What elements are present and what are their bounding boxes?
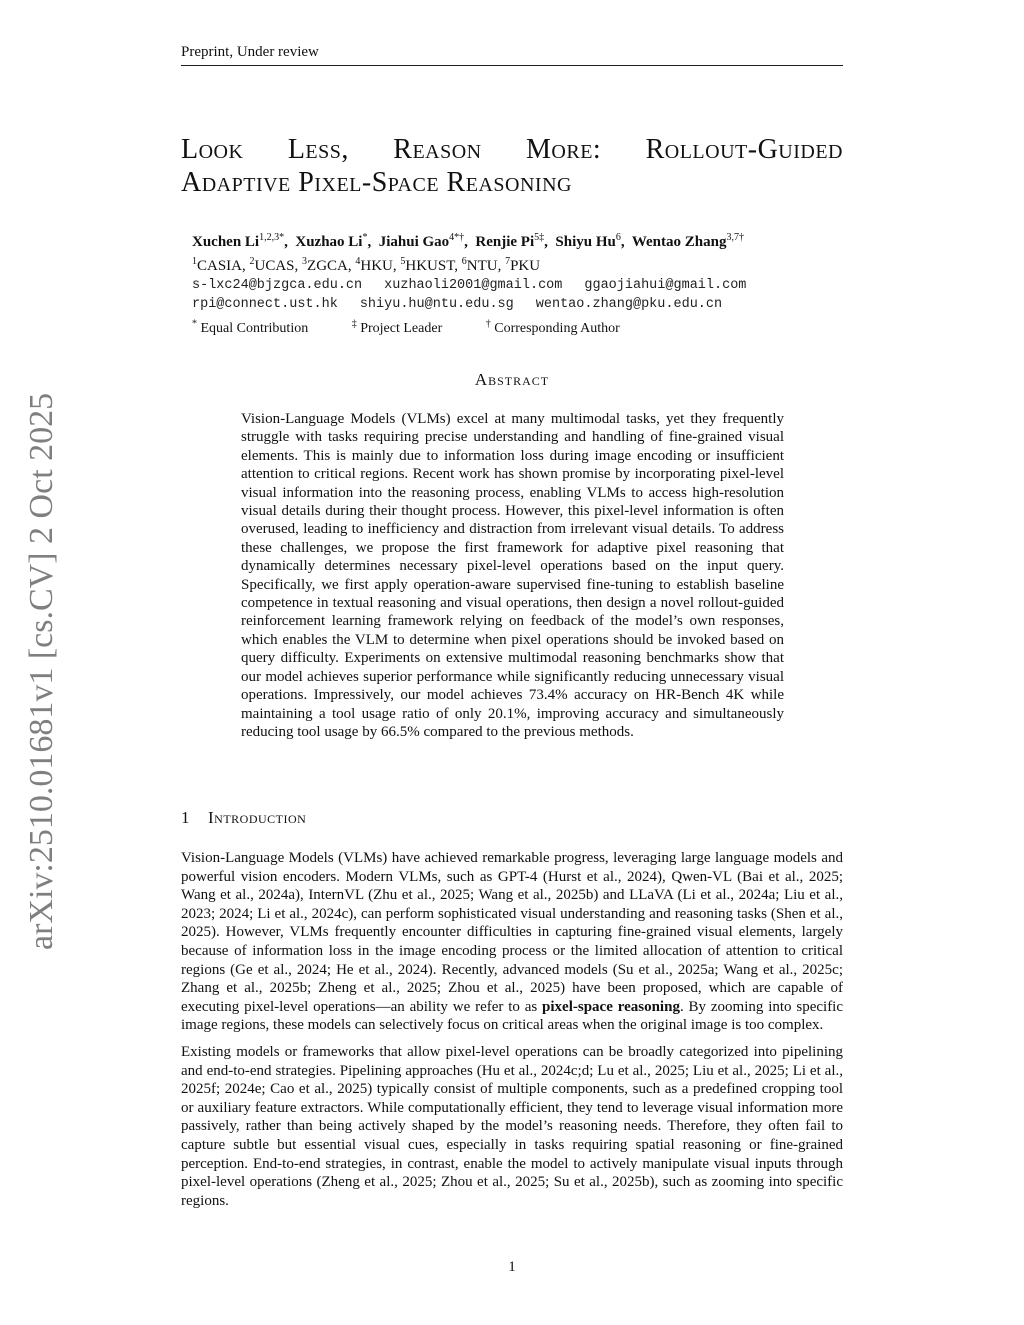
affiliation-sup: 7 xyxy=(505,256,511,267)
author-name: Wentao Zhang xyxy=(631,234,727,250)
affiliation: NTU, xyxy=(466,258,506,274)
abstract-text: Vision-Language Models (VLMs) excel at many multimodal tasks, yet they frequently struggle with tasks requiring precise understanding and handling of fine-grained visual elements. This is mainly due to information loss during image encoding or insufficient attention to critical regions. Recent work has shown promise by incorporating pixel-level visual information into the reasoning process, enabling VLMs to access high-resolution visual details during their thought process. However, this pixel-level information is often overused, leading to inefficiency and distraction from irrelevant visual details. To address these challenges, we propose the first framework for adaptive pixel reasoning that dynamically determines necessary pixel-level operations based on the input query. Specifically, we first apply operation-aware supervised fine-tuning to establish baseline competence in textual reasoning and visual operations, then design a novel rollout-guided reinforcement learning framework relying on feedback of the model’s own responses, which enables the VLM to determine when pixel operations should be invoked based on query difficulty. Experiments on extensive multimodal reasoning benchmarks show that our model achieves superior performance while significantly reducing unnecessary visual operations. Impressively, our model achieves 73.4% accuracy on HR-Bench 4K while maintaining a tool usage ratio of only 20.1%, improving accuracy and simultaneously reducing tool usage by 66.5% compared to the previous methods. xyxy=(241,411,784,740)
author-block xyxy=(192,228,768,338)
author-name: Xuzhao Li xyxy=(295,234,363,250)
affiliation: UCAS, xyxy=(254,258,303,274)
email-link[interactable]: xuzhaoli2001@gmail.com xyxy=(384,278,563,293)
paragraph: Vision-Language Models (VLMs) have achieved remarkable progress, leveraging large language models and powerful vision encoders. Modern VLMs, such as GPT-4 (Hurst et al., 2024), Qwen-VL (Bai et al., 2025; Wang et al., 2024a), InternVL (Zhu et al., 2025; Wang et al., 2025b) and LLaVA (Li et al., 2024a; Liu et al., 2023; 2024; Li et al., 2024c), can perform sophisticated visual understanding and reasoning tasks (Shen et al., 2025). However, VLMs frequently encounter difficulties in capturing fine-grained visual elements, largely because of information loss in the image encoding process or the limited allocation of attention to critical regions (Ge et al., 2024; He et al., 2024). Recently, advanced models (Su et al., 2025a; Wang et al., 2025c; Zhang et al., 2025b; Zheng et al., 2025; Zhou et al., 2025) have been proposed, which are capable of executing pixel-level operations—an ability we refer to as pixel-space reasoning. By zooming into specific image regions, these models can selectively focus on critical areas when the original image is too complex. xyxy=(181,850,844,1034)
paragraph: Existing models or frameworks that allow pixel-level operations can be broadly categorized into pipelining and end-to-end strategies. Pipelining approaches (Hu et al., 2024c;d; Lu et al., 2025; Liu et al., 2025; Li et al., 2025f; 2024e; Cao et al., 2025) typically consist of multiple components, such as a predefined cropping tool or auxiliary feature extractors. While computationally efficient, they tend to leverage visual information more passively, rather than being actively shaped by the model’s reasoning needs. Therefore, they often fail to capture subtle but essential visual cues, especially in tasks requiring spatial reasoning or fine-grained perception. End-to-end strategies, in contrast, enable the model to actively manipulate visual inputs through pixel-level operations (Zheng et al., 2025; Zhou et al., 2025; Su et al., 2025b), such as zooming into specific regions. xyxy=(181,1043,843,1209)
author-name: Renjie Pi xyxy=(475,234,535,250)
affiliation-sup: 5 xyxy=(400,256,406,267)
title-line-1: Look Less, Reason More: Rollout-Guided xyxy=(181,134,843,165)
author-sup: 1,2,3* xyxy=(259,232,285,243)
note-equal-contribution: * Equal Contribution xyxy=(192,318,309,336)
affiliation-sup: 3 xyxy=(302,256,308,267)
contribution-notes xyxy=(192,314,768,338)
author-name: Xuchen Li xyxy=(192,234,260,250)
affiliation: CASIA, xyxy=(197,258,250,274)
author-sup: 5‡ xyxy=(534,232,545,243)
email-link[interactable]: rpi@connect.ust.hk xyxy=(192,297,338,312)
affiliation: ZGCA, xyxy=(307,258,356,274)
page-number: 1 xyxy=(508,1259,516,1275)
affiliation: HKUST, xyxy=(405,258,462,274)
email-link[interactable]: wentao.zhang@pku.edu.cn xyxy=(535,297,723,312)
abstract-heading: Abstract xyxy=(474,370,550,389)
affiliation-sup: 1 xyxy=(192,256,197,267)
author-name: Shiyu Hu xyxy=(555,234,616,250)
section-title: Introduction xyxy=(208,808,307,827)
running-header: Preprint, Under review xyxy=(181,44,843,66)
section-heading-introduction xyxy=(181,808,306,828)
author-sup: 4*† xyxy=(449,232,465,243)
email-line-1 xyxy=(192,276,768,295)
affiliations xyxy=(192,252,768,276)
affiliation: HKU, xyxy=(360,258,401,274)
affiliation-sup: 2 xyxy=(249,256,255,267)
section-number: 1 xyxy=(181,808,190,827)
note-project-leader: ‡ Project Leader xyxy=(351,318,443,336)
affiliation: PKU xyxy=(510,258,541,274)
author-names: Xuchen $Li^{1,2,3*}$, Xuzhao Li*, Jiahui Gao$^{4*\dagger}$, Renjie $Pi^{5\ddagger}$, Shiyu Hu$^6$, Wentao Zhang$^{3,7\dagger}$ xyxy=(192,232,744,250)
emphasis-term: pixel-space reasoning xyxy=(542,998,680,1015)
author-sup: 6 xyxy=(615,232,621,243)
title-line-2: Adaptive Pixel-Space Reasoning xyxy=(181,167,572,198)
author-sup: * xyxy=(362,232,368,243)
author-name: Jiahui Gao xyxy=(378,234,450,250)
arxiv-identifier-stamp[interactable]: arXiv:2510.01681v1 [cs.CV] 2 Oct 2025 xyxy=(23,392,60,950)
author-sup: 3,7† xyxy=(726,232,744,243)
affiliation-sup: 6 xyxy=(461,256,467,267)
email-line-2 xyxy=(192,295,768,314)
introduction-body xyxy=(181,849,843,1218)
email-link[interactable]: s-lxc24@bjzgca.edu.cn xyxy=(192,278,363,293)
note-corresponding-author: † Corresponding Author xyxy=(485,318,620,336)
paper-title xyxy=(181,133,843,199)
affiliation-sup: 4 xyxy=(355,256,361,267)
email-link[interactable]: shiyu.hu@ntu.edu.sg xyxy=(359,297,514,312)
email-link[interactable]: ggaojiahui@gmail.com xyxy=(584,278,747,293)
